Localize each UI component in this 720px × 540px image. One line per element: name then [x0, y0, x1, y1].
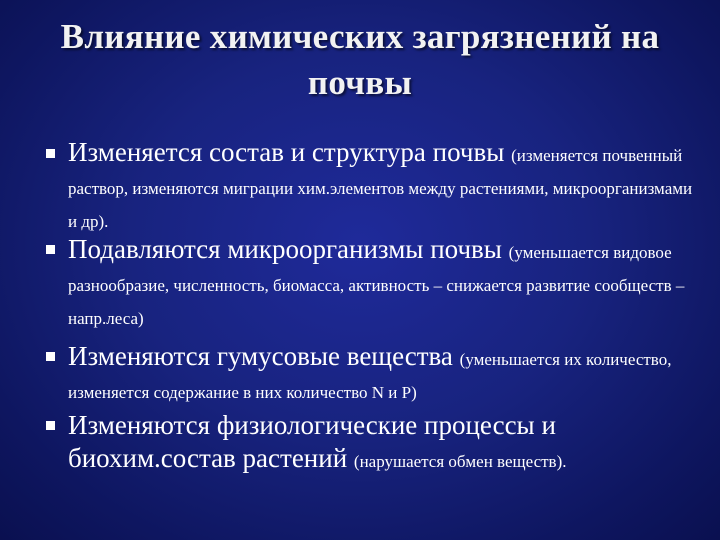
bullet-main-text: Изменяются гумусовые вещества	[68, 341, 460, 371]
bullet-item	[68, 136, 694, 235]
bullet-item	[68, 340, 694, 406]
bullet-note-text: (уменьшается их количество, изменяется содержание в них количество N и P)	[68, 350, 672, 402]
bullet-note-text: (уменьшается видовое разнообразие, численность, биомасса, активность – снижается развитие сообществ – напр.леса)	[68, 243, 685, 328]
bullet-note-text: (изменяется почвенный раствор, изменяются миграции хим.элементов между растениями, микроорганизмами и др).	[68, 146, 693, 231]
bullet-item	[68, 409, 694, 475]
bullet-note-text: (нарушается обмен веществ).	[353, 452, 567, 471]
square-bullet-icon	[46, 421, 55, 430]
bullet-main-text: Изменяются физиологические процессы и биохим.состав растений	[68, 410, 556, 473]
square-bullet-icon	[46, 352, 55, 361]
bullet-main-text: Изменяется состав и структура почвы	[68, 137, 512, 167]
square-bullet-icon	[46, 149, 55, 158]
slide-title: Влияние химических загрязнений на почвы	[60, 17, 660, 102]
square-bullet-icon	[46, 245, 55, 254]
bullet-item	[68, 233, 694, 332]
bullet-main-text: Подавляются микроорганизмы почвы	[68, 234, 509, 264]
